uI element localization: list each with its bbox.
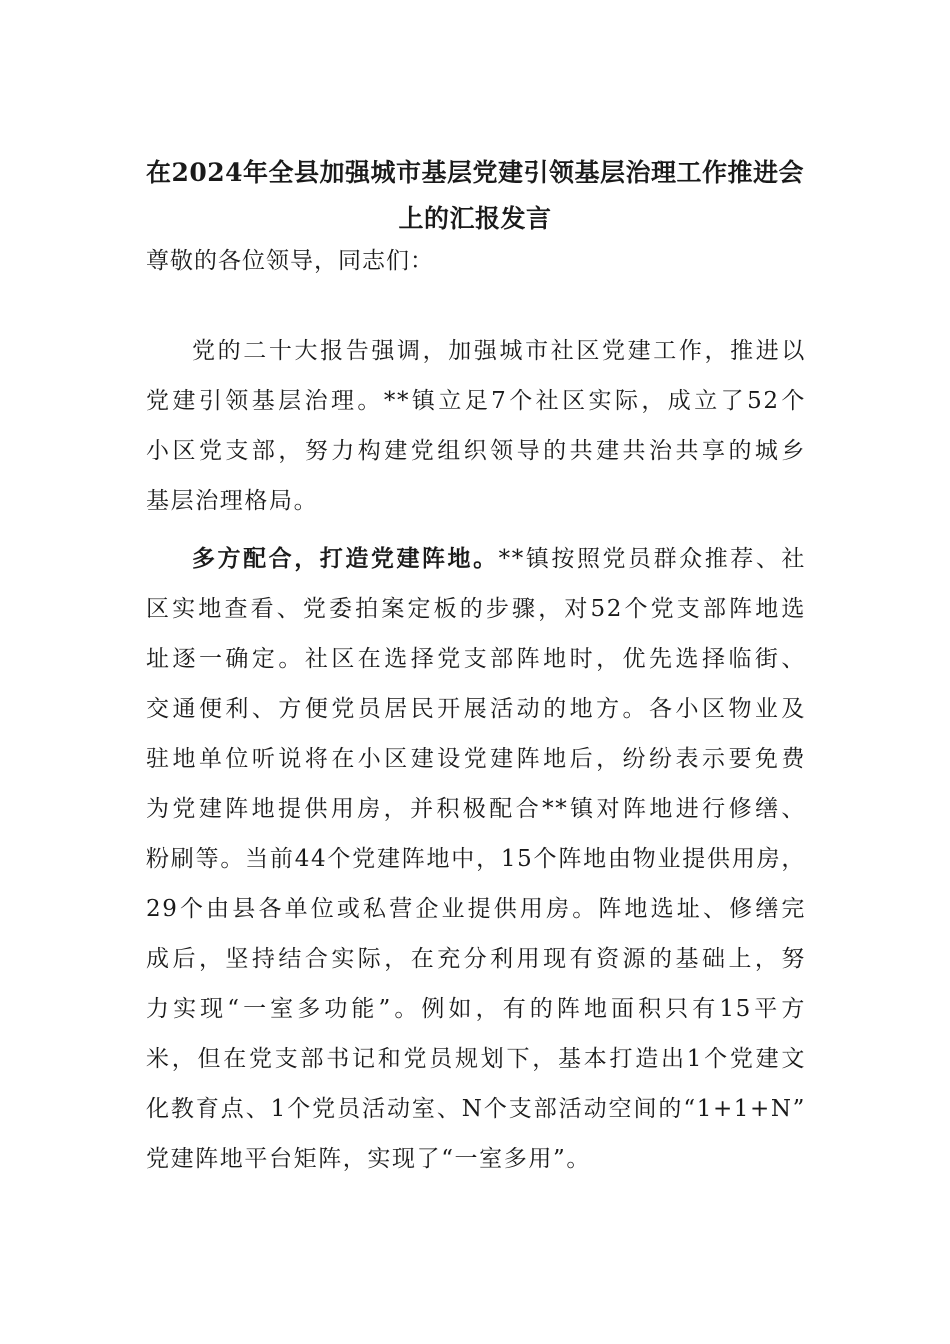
paragraph-1	[146, 326, 806, 526]
paragraph-line: 党的二十大报告强调，加强城市社区党建工作，推进以	[192, 338, 806, 364]
paragraph-line: 址逐一确定。社区在选择党支部阵地时，优先选择临街、	[146, 646, 806, 672]
title-line-1: 在2024年全县加强城市基层党建引领基层治理工作推进会	[145, 158, 805, 187]
paragraph-line: 党建阵地平台矩阵，实现了“一室多用”。	[146, 1146, 591, 1172]
paragraph-line: 粉刷等。当前44个党建阵地中，15个阵地由物业提供用房，	[146, 846, 806, 872]
paragraph-first-line-text: **镇按照党员群众推荐、社	[498, 546, 806, 572]
paragraph-line: 交通便利、方便党员居民开展活动的地方。各小区物业及	[146, 696, 806, 722]
paragraph-line: 为党建阵地提供用房，并积极配合**镇对阵地进行修缮、	[146, 796, 806, 822]
paragraph-line: 成后，坚持结合实际，在充分利用现有资源的基础上，努	[146, 946, 806, 972]
paragraph-lead-heading: 多方配合，打造党建阵地。	[192, 545, 499, 572]
paragraph-line: 小区党支部，努力构建党组织领导的共建共治共享的城乡	[146, 438, 806, 464]
paragraph-line: 驻地单位听说将在小区建设党建阵地后，纷纷表示要免费	[146, 746, 806, 772]
paragraph-line: 化教育点、1个党员活动室、N个支部活动空间的“1+1+N”	[146, 1096, 806, 1122]
document-title	[140, 150, 810, 242]
paragraph-line: 米，但在党支部书记和党员规划下，基本打造出1个党建文	[146, 1046, 806, 1072]
paragraph-2	[146, 534, 806, 1184]
paragraph-line: 力实现“一室多功能”。例如，有的阵地面积只有15平方	[146, 996, 806, 1022]
paragraph-line: 29个由县各单位或私营企业提供用房。阵地选址、修缮完	[146, 896, 806, 922]
paragraph-line: 基层治理格局。	[146, 488, 319, 514]
paragraph-line: 党建引领基层治理。**镇立足7个社区实际，成立了52个	[146, 388, 806, 414]
title-line-2: 上的汇报发言	[398, 204, 552, 233]
paragraph-first-line	[146, 534, 806, 584]
paragraph-line: 区实地查看、党委拍案定板的步骤，对52个党支部阵地选	[146, 596, 806, 622]
salutation: 尊敬的各位领导，同志们：	[146, 248, 434, 274]
